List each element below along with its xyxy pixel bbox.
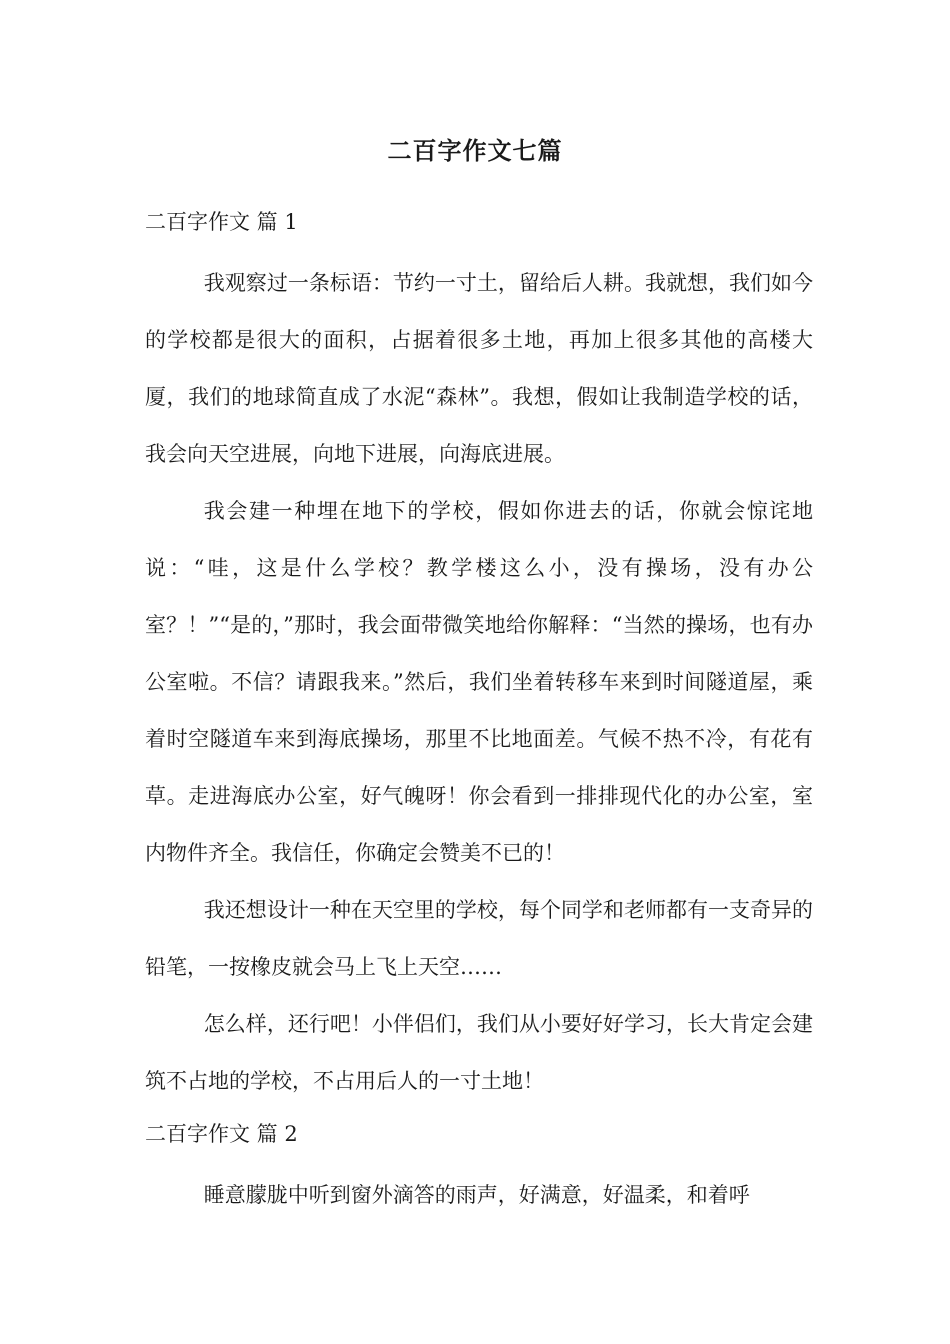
- document-title: 二百字作文七篇: [387, 136, 563, 165]
- paragraph: 睡意朦胧中听到窗外滴答的雨声，好满意，好温柔，和着呼: [203, 1183, 750, 1207]
- document-body: [145, 198, 813, 1224]
- paragraph: 我会建一种埋在地下的学校，假如你进去的话，你就会惊诧地说：“哇，这是什么学校？教学楼这么小，没有操场，没有办公室？！”“是的，”那时，我会面带微笑地给你解释：“当然的操场，也有办公室啦。不信？请跟我来。”然后，我们坐着转移车来到时间隧道屋，乘着时空隧道车来到海底操场，那里不比地面差。气候不热不冷，有花有草。走进海底办公室，好气魄呀！你会看到一排排现代化的办公室，室内物件齐全。我信任，你确定会赞美不已的！: [145, 499, 813, 865]
- paragraph: 我还想设计一种在天空里的学校，每个同学和老师都有一支奇异的铅笔，一按橡皮就会马上飞上天空……: [145, 898, 813, 979]
- paragraph: 我观察过一条标语：节约一寸土，留给后人耕。我就想，我们如今的学校都是很大的面积，占据着很多土地，再加上很多其他的高楼大厦，我们的地球简直成了水泥“森林”。我想，假如让我制造学校的话，我会向天空进展，向地下进展，向海底进展。: [145, 271, 813, 466]
- section-heading: 二百字作文 篇 1: [145, 210, 298, 234]
- paragraph: 怎么样，还行吧！小伴侣们，我们从小要好好学习，长大肯定会建筑不占地的学校，不占用后人的一寸土地！: [145, 1012, 813, 1093]
- section-heading: 二百字作文 篇 2: [145, 1122, 298, 1146]
- essay-section-2: [145, 1110, 813, 1224]
- essay-section-1: [145, 198, 813, 1110]
